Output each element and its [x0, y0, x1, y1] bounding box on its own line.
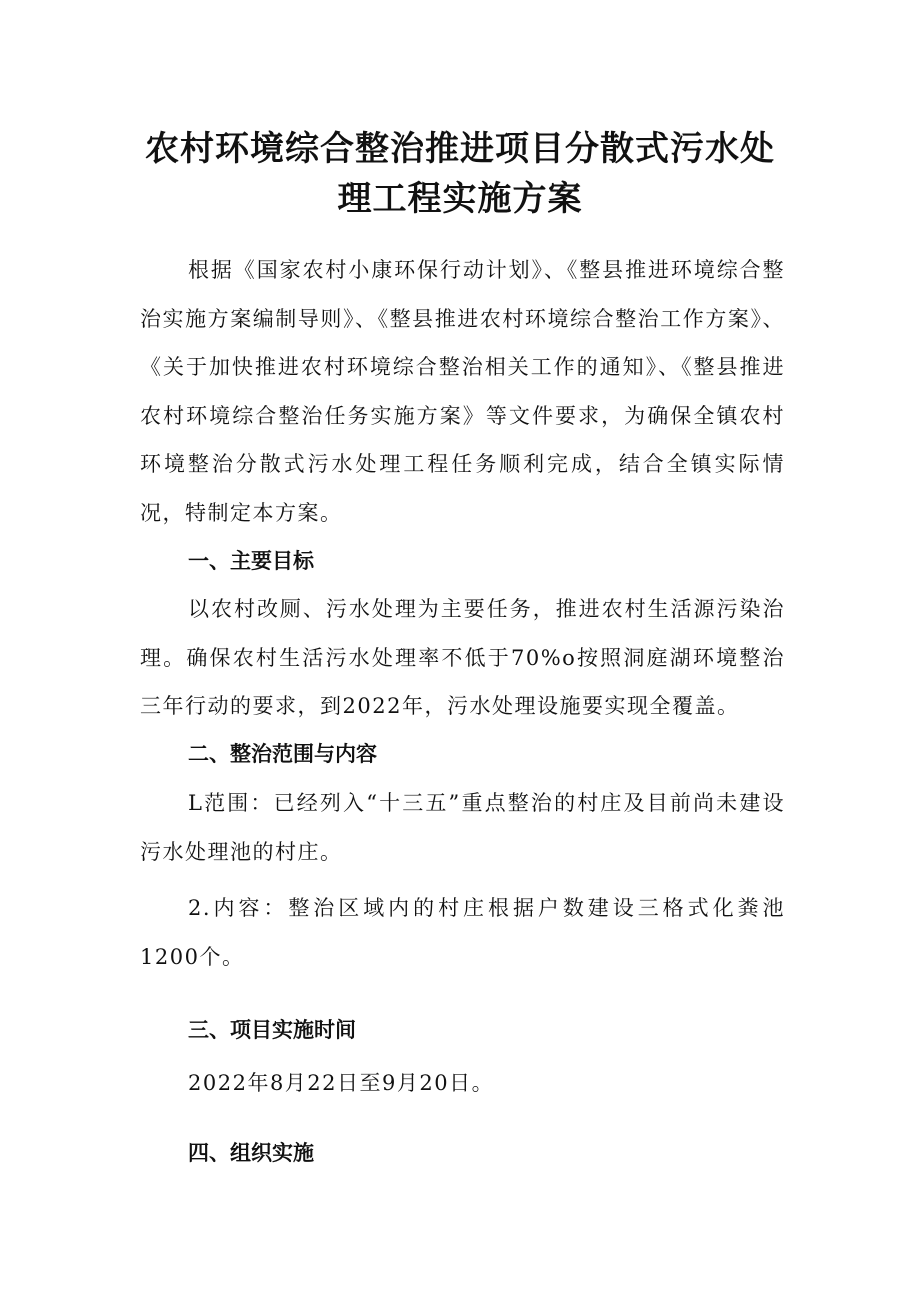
goals-paragraph: 以农村改厕、污水处理为主要任务，推进农村生活源污染治理。确保农村生活污水处理率不低于70%o按照洞庭湖环境整治三年行动的要求，到2022年，污水处理设施要实现全覆盖。: [140, 597, 785, 718]
document-title-line-2: 理工程实施方案: [337, 179, 583, 219]
schedule-paragraph: 2022年8月22日至9月20日。: [188, 1071, 495, 1095]
section-heading-scope: 二、整治范围与内容: [188, 742, 377, 766]
content-paragraph: 2.内容：整治区域内的村庄根据户数建设三格式化粪池1200个。: [140, 896, 785, 969]
intro-paragraph: 根据《国家农村小康环保行动计划》、《整县推进环境综合整治实施方案编制导则》、《整县推进农村环境综合整治工作方案》、《关于加快推进农村环境综合整治相关工作的通知》、《整县推进农村环境综合整治任务实施方案》等文件要求，为确保全镇农村环境整治分散式污水处理工程任务顺利完成，结合全镇实际情况，特制定本方案。: [140, 258, 785, 525]
document-title-line-1: 农村环境综合整治推进项目分散式污水处: [145, 129, 775, 169]
scope-paragraph: L范围：已经列入“十三五”重点整治的村庄及目前尚未建设污水处理池的村庄。: [140, 791, 785, 864]
section-heading-organization: 四、组织实施: [188, 1141, 314, 1165]
section-heading-schedule: 三、项目实施时间: [188, 1018, 356, 1042]
section-heading-goals: 一、主要目标: [188, 549, 314, 573]
